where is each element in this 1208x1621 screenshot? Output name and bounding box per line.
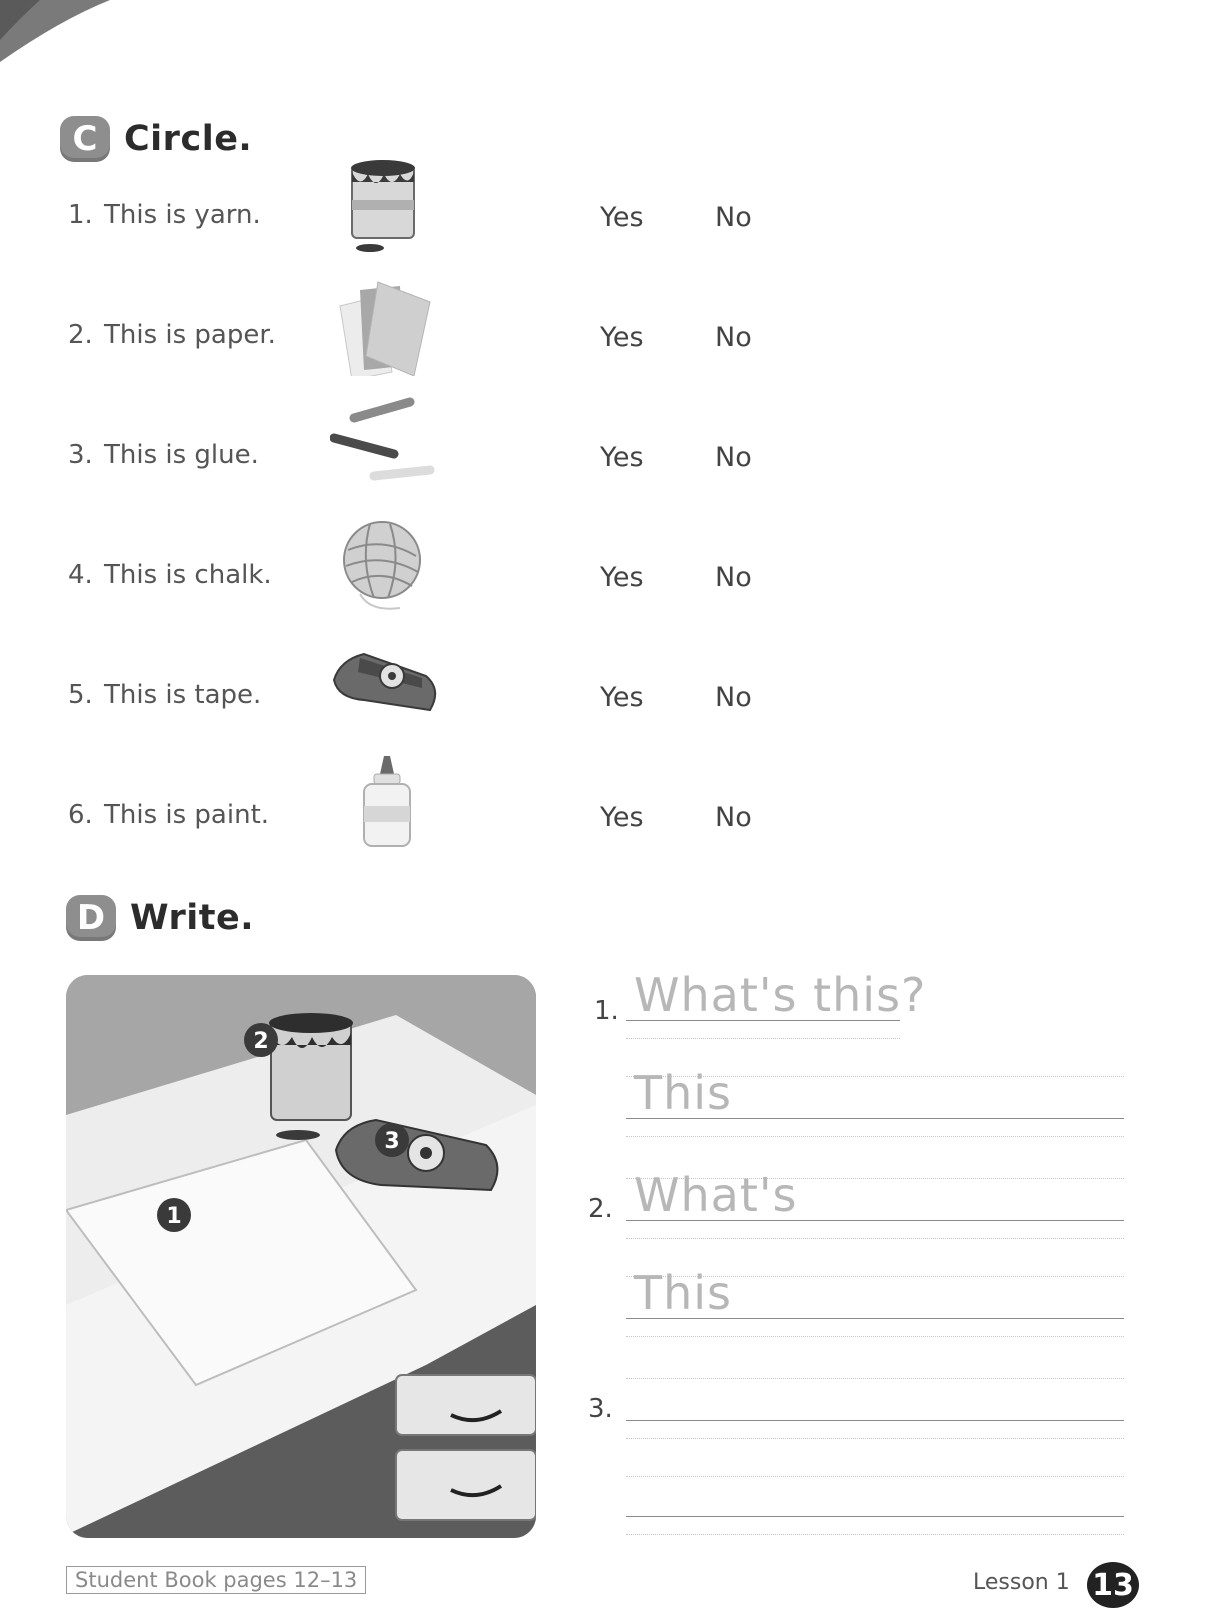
writing-guide [626, 1336, 1124, 1337]
no-option[interactable]: No [715, 562, 752, 593]
writing-line[interactable] [626, 1516, 1124, 1517]
yes-option[interactable]: Yes [600, 442, 644, 473]
writing-guide [626, 1238, 1124, 1239]
writing-line[interactable] [626, 1220, 1124, 1221]
writing-guide [626, 1136, 1124, 1137]
corner-decoration [0, 0, 130, 70]
question-text: 6. This is paint. [68, 800, 270, 830]
no-option[interactable]: No [715, 202, 752, 233]
question-row-5 [0, 666, 1208, 776]
writing-guide [626, 1438, 1124, 1439]
question-row-6 [0, 786, 1208, 896]
writing-guide [626, 1038, 900, 1039]
trace-text-1b: This [634, 1066, 732, 1120]
writing-guide [626, 1534, 1124, 1535]
yarn-ball-icon [330, 516, 450, 616]
trace-text-2b: This [634, 1266, 732, 1320]
no-option[interactable]: No [715, 682, 752, 713]
section-c-header [60, 116, 252, 162]
yes-option[interactable]: Yes [600, 562, 644, 593]
question-text: 5. This is tape. [68, 680, 262, 710]
scene-label-3: 3 [384, 1129, 400, 1154]
yes-option[interactable]: Yes [600, 202, 644, 233]
yes-option[interactable]: Yes [600, 322, 644, 353]
writing-line[interactable] [626, 1318, 1124, 1319]
no-option[interactable]: No [715, 322, 752, 353]
tape-dispenser-icon [330, 636, 450, 736]
section-c-badge: C [60, 116, 110, 162]
scene-label-2: 2 [253, 1029, 269, 1054]
trace-text-1a: What's this? [634, 968, 927, 1022]
lesson-label: Lesson 1 [973, 1570, 1070, 1595]
paint-can-icon [330, 156, 450, 256]
desk-scene-illustration [66, 975, 536, 1538]
question-row-4 [0, 546, 1208, 656]
no-option[interactable]: No [715, 802, 752, 833]
section-d-header [66, 895, 254, 941]
writing-line[interactable] [626, 1420, 1124, 1421]
section-d-title: Write. [130, 898, 255, 938]
write-number-3: 3. [588, 1394, 613, 1424]
book-reference: Student Book pages 12–13 [66, 1566, 366, 1594]
chalk-sticks-icon [330, 396, 450, 496]
question-row-3 [0, 426, 1208, 536]
writing-guide [626, 1476, 1124, 1477]
page-number: 13 [1087, 1562, 1139, 1608]
yes-option[interactable]: Yes [600, 682, 644, 713]
question-text: 3. This is glue. [68, 440, 259, 470]
section-c-title: Circle. [124, 119, 253, 159]
yes-option[interactable]: Yes [600, 802, 644, 833]
writing-line[interactable] [626, 1118, 1124, 1119]
question-text: 4. This is chalk. [68, 560, 272, 590]
section-d-badge: D [66, 895, 116, 941]
no-option[interactable]: No [715, 442, 752, 473]
scene-label-1: 1 [166, 1204, 182, 1229]
write-number-2: 2. [588, 1194, 613, 1224]
question-row-1 [0, 186, 1208, 296]
question-row-2 [0, 306, 1208, 416]
writing-line[interactable] [626, 1020, 900, 1021]
trace-text-2a: What's [634, 1168, 798, 1222]
question-text: 1. This is yarn. [68, 200, 261, 230]
question-text: 2. This is paper. [68, 320, 276, 350]
write-number-1: 1. [594, 996, 619, 1026]
desk-scene-graphic [66, 975, 536, 1538]
writing-guide [626, 1378, 1124, 1379]
glue-bottle-icon [330, 756, 450, 856]
paper-sheets-icon [330, 276, 450, 376]
